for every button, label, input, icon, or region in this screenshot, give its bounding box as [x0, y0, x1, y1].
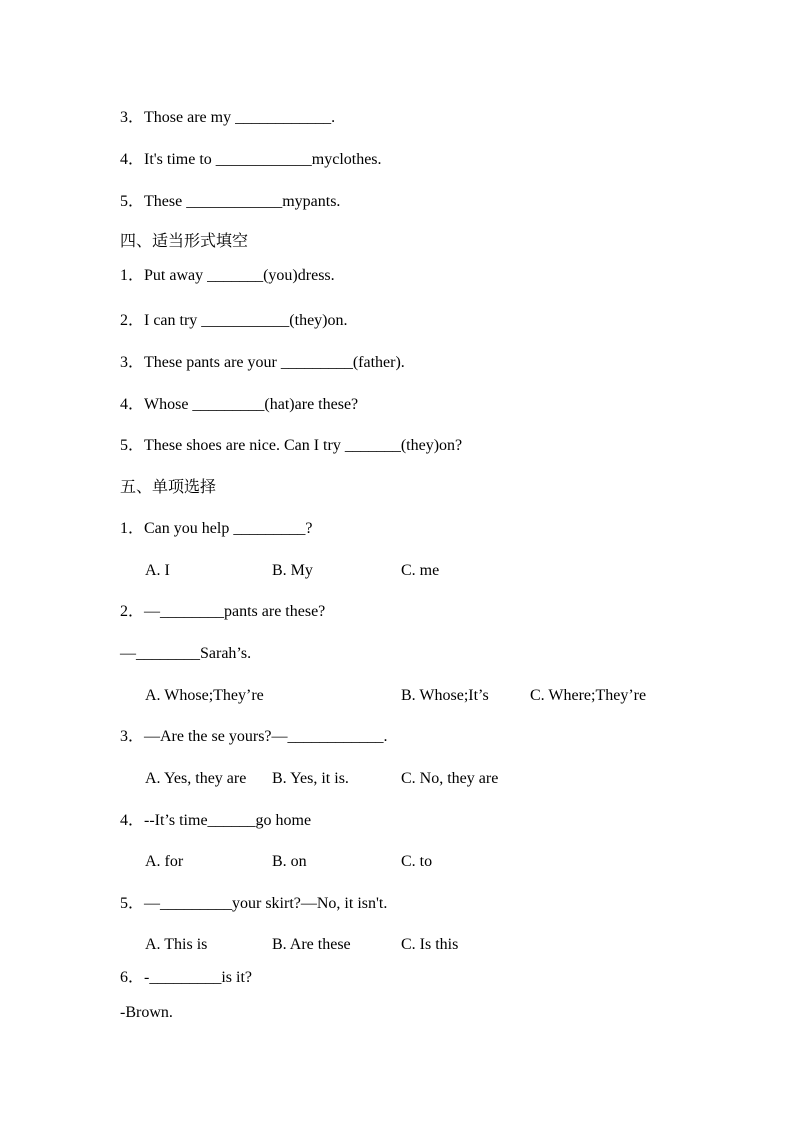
question-5-2-reply: —________Sarah’s. [120, 645, 252, 662]
question-5-3: 3．—Are the se yours?—____________. [120, 728, 388, 745]
question-3-4: 4．It's time to ____________myclothes. [120, 151, 382, 168]
question-4-1: 1．Put away _______(you)dress. [120, 267, 335, 284]
option-5-2-c: C. Where;They’re [530, 687, 647, 704]
option-5-4-b: B. on [272, 853, 307, 870]
option-5-5-c: C. Is this [401, 936, 459, 953]
option-5-5-b: B. Are these [272, 936, 351, 953]
question-4-5: 5．These shoes are nice. Can I try _______(they)on? [120, 437, 463, 454]
question-5-2: 2．—________pants are these? [120, 603, 326, 620]
option-5-1-b: B. My [272, 562, 313, 579]
question-4-4: 4．Whose _________(hat)are these? [120, 396, 359, 413]
option-5-3-a: A. Yes, they are [145, 770, 247, 787]
section-5-heading: 五、单项选择 [120, 477, 217, 496]
option-5-3-b: B. Yes, it is. [272, 770, 349, 787]
option-5-2-a: A. Whose;They’re [145, 687, 264, 704]
option-5-2-b: B. Whose;It’s [401, 687, 489, 704]
question-5-1: 1．Can you help _________? [120, 520, 313, 537]
option-5-4-a: A. for [145, 853, 184, 870]
option-5-5-a: A. This is [145, 936, 208, 953]
question-3-5: 5．These ____________mypants. [120, 193, 341, 210]
question-4-3: 3．These pants are your _________(father). [120, 354, 405, 371]
question-3-3: 3．Those are my ____________. [120, 109, 336, 126]
section-4-heading: 四、适当形式填空 [120, 231, 249, 250]
option-5-1-c: C. me [401, 562, 440, 579]
question-5-6: 6．-_________is it? [120, 969, 252, 986]
option-5-1-a: A. I [145, 562, 170, 579]
option-5-3-c: C. No, they are [401, 770, 499, 787]
question-5-6-reply: -Brown. [120, 1004, 173, 1021]
question-5-5: 5．—_________your skirt?—No, it isn't. [120, 895, 388, 912]
question-5-4: 4．--It’s time______go home [120, 812, 312, 829]
question-4-2: 2．I can try ___________(they)on. [120, 312, 348, 329]
option-5-4-c: C. to [401, 853, 433, 870]
